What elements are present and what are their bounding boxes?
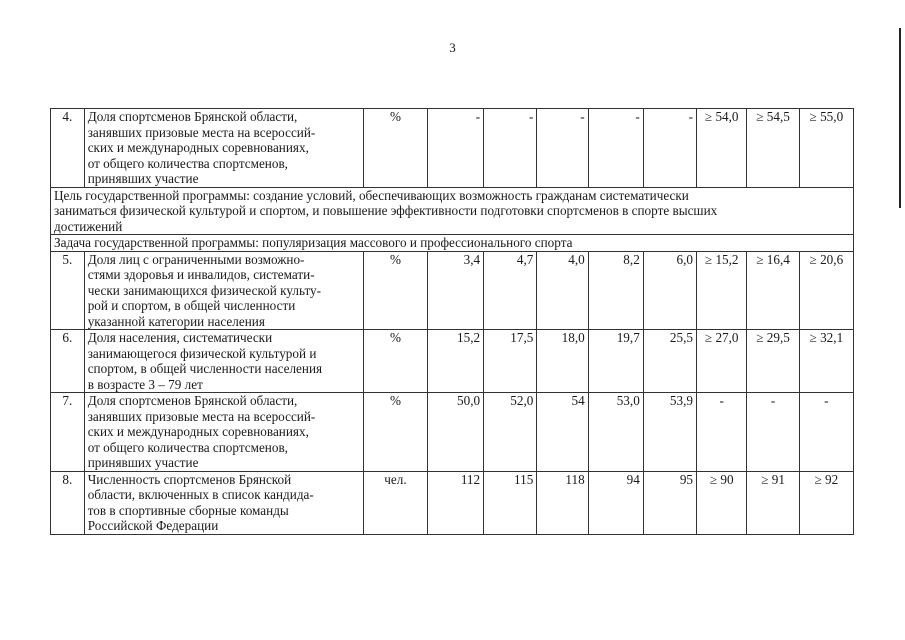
value-cell: - — [428, 109, 484, 188]
value-cell: 19,7 — [588, 330, 643, 393]
indicator-name-line: занявших призовые места на всероссий- — [87, 408, 316, 424]
indicator-name-line: Доля населения, систематически — [87, 330, 273, 345]
indicators-table — [50, 108, 854, 535]
target-cell: ≥ 32,1 — [799, 330, 853, 393]
value-cell: 25,5 — [643, 330, 696, 393]
row-number: 6. — [51, 330, 85, 393]
section-row — [51, 187, 854, 235]
indicator-name-line: Доля лиц с ограниченными возможно- — [87, 251, 305, 267]
indicator-name-line: рой и спортом, в общей численности — [87, 298, 296, 313]
indicator-name — [84, 251, 363, 330]
target-cell: ≥ 27,0 — [697, 330, 747, 393]
indicator-name-line: спортом, в общей численности населения — [87, 361, 323, 376]
indicator-name — [84, 330, 363, 393]
indicator-name-line: стями здоровья и инвалидов, системати- — [87, 267, 315, 282]
value-cell: 112 — [428, 471, 484, 534]
indicator-name-line: от общего количества спортсменов, — [87, 439, 288, 455]
row-number: 4. — [51, 109, 85, 188]
indicator-name — [84, 471, 363, 534]
section-text-line: Цель государственной программы: создание условий, обеспечивающих возможность гражданам систематически — [54, 187, 689, 203]
table-row — [51, 330, 854, 393]
indicator-name-line: принявших участие — [87, 455, 199, 470]
indicator-name-line: указанной категории населения — [87, 313, 265, 329]
value-cell: 4,7 — [484, 251, 537, 330]
value-cell: 18,0 — [537, 330, 588, 393]
value-cell: 15,2 — [428, 330, 484, 393]
section-text-line: Задача государственной программы: популяризация массового и профессионального спорта — [54, 235, 573, 250]
section-text-line: заниматься физической культурой и спортом, и повышение эффективности подготовки спортсменов в спорте высших — [54, 203, 718, 218]
unit-cell: % — [363, 109, 427, 188]
section-cell — [51, 187, 854, 235]
value-cell: 50,0 — [428, 393, 484, 472]
unit-cell: % — [363, 330, 427, 393]
unit-cell: чел. — [363, 471, 427, 534]
indicator-name — [84, 109, 363, 188]
table-row — [51, 109, 854, 188]
indicator-name-line: занимающегося физической культурой и — [87, 345, 317, 361]
value-cell: 53,0 — [588, 393, 643, 472]
indicator-name-line: тов в спортивные сборные команды — [87, 502, 289, 518]
value-cell: 115 — [484, 471, 537, 534]
value-cell: 4,0 — [537, 251, 588, 330]
unit-cell: % — [363, 251, 427, 330]
value-cell: 95 — [643, 471, 696, 534]
value-cell: - — [588, 109, 643, 188]
target-cell: ≥ 16,4 — [747, 251, 799, 330]
target-cell: - — [799, 393, 853, 472]
target-cell: - — [697, 393, 747, 472]
target-cell: ≥ 15,2 — [697, 251, 747, 330]
target-cell: ≥ 90 — [697, 471, 747, 534]
indicator-name-line: занявших призовые места на всероссий- — [87, 124, 316, 140]
section-row — [51, 235, 854, 252]
indicator-name-line: Численность спортсменов Брянской — [87, 471, 292, 487]
target-cell: ≥ 55,0 — [799, 109, 853, 188]
indicator-name-line: ских и международных соревнованиях, — [87, 424, 309, 439]
value-cell: 53,9 — [643, 393, 696, 472]
target-cell: ≥ 91 — [747, 471, 799, 534]
target-cell: ≥ 54,0 — [697, 109, 747, 188]
indicator-name-line: Доля спортсменов Брянской области, — [87, 109, 298, 124]
unit-cell: % — [363, 393, 427, 472]
table-row — [51, 471, 854, 534]
indicator-name-line: принявших участие — [87, 171, 199, 186]
target-cell: - — [747, 393, 799, 472]
indicator-name-line: от общего количества спортсменов, — [87, 155, 288, 171]
value-cell: 54 — [537, 393, 588, 472]
row-number: 7. — [51, 393, 85, 472]
value-cell: 52,0 — [484, 393, 537, 472]
row-number: 5. — [51, 251, 85, 330]
value-cell: - — [484, 109, 537, 188]
value-cell: 94 — [588, 471, 643, 534]
target-cell: ≥ 20,6 — [799, 251, 853, 330]
target-cell: ≥ 29,5 — [747, 330, 799, 393]
section-cell — [51, 235, 854, 252]
indicator-name — [84, 393, 363, 472]
indicator-name-line: чески занимающихся физической культу- — [87, 282, 322, 298]
indicator-name-line: Доля спортсменов Брянской области, — [87, 393, 298, 408]
margin-rule — [899, 28, 901, 208]
value-cell: - — [643, 109, 696, 188]
indicator-name-line: ских и международных соревнованиях, — [87, 140, 309, 155]
indicator-name-line: Российской Федерации — [87, 518, 219, 533]
row-number: 8. — [51, 471, 85, 534]
section-text-line: достижений — [54, 218, 123, 234]
target-cell: ≥ 92 — [799, 471, 853, 534]
indicator-name-line: в возрасте 3 – 79 лет — [87, 376, 203, 392]
value-cell: 118 — [537, 471, 588, 534]
indicator-name-line: области, включенных в список кандида- — [87, 487, 314, 502]
value-cell: 3,4 — [428, 251, 484, 330]
table-row — [51, 393, 854, 472]
value-cell: 17,5 — [484, 330, 537, 393]
page-number: 3 — [449, 40, 456, 55]
value-cell: 6,0 — [643, 251, 696, 330]
table-row — [51, 251, 854, 330]
value-cell: 8,2 — [588, 251, 643, 330]
target-cell: ≥ 54,5 — [747, 109, 799, 188]
value-cell: - — [537, 109, 588, 188]
